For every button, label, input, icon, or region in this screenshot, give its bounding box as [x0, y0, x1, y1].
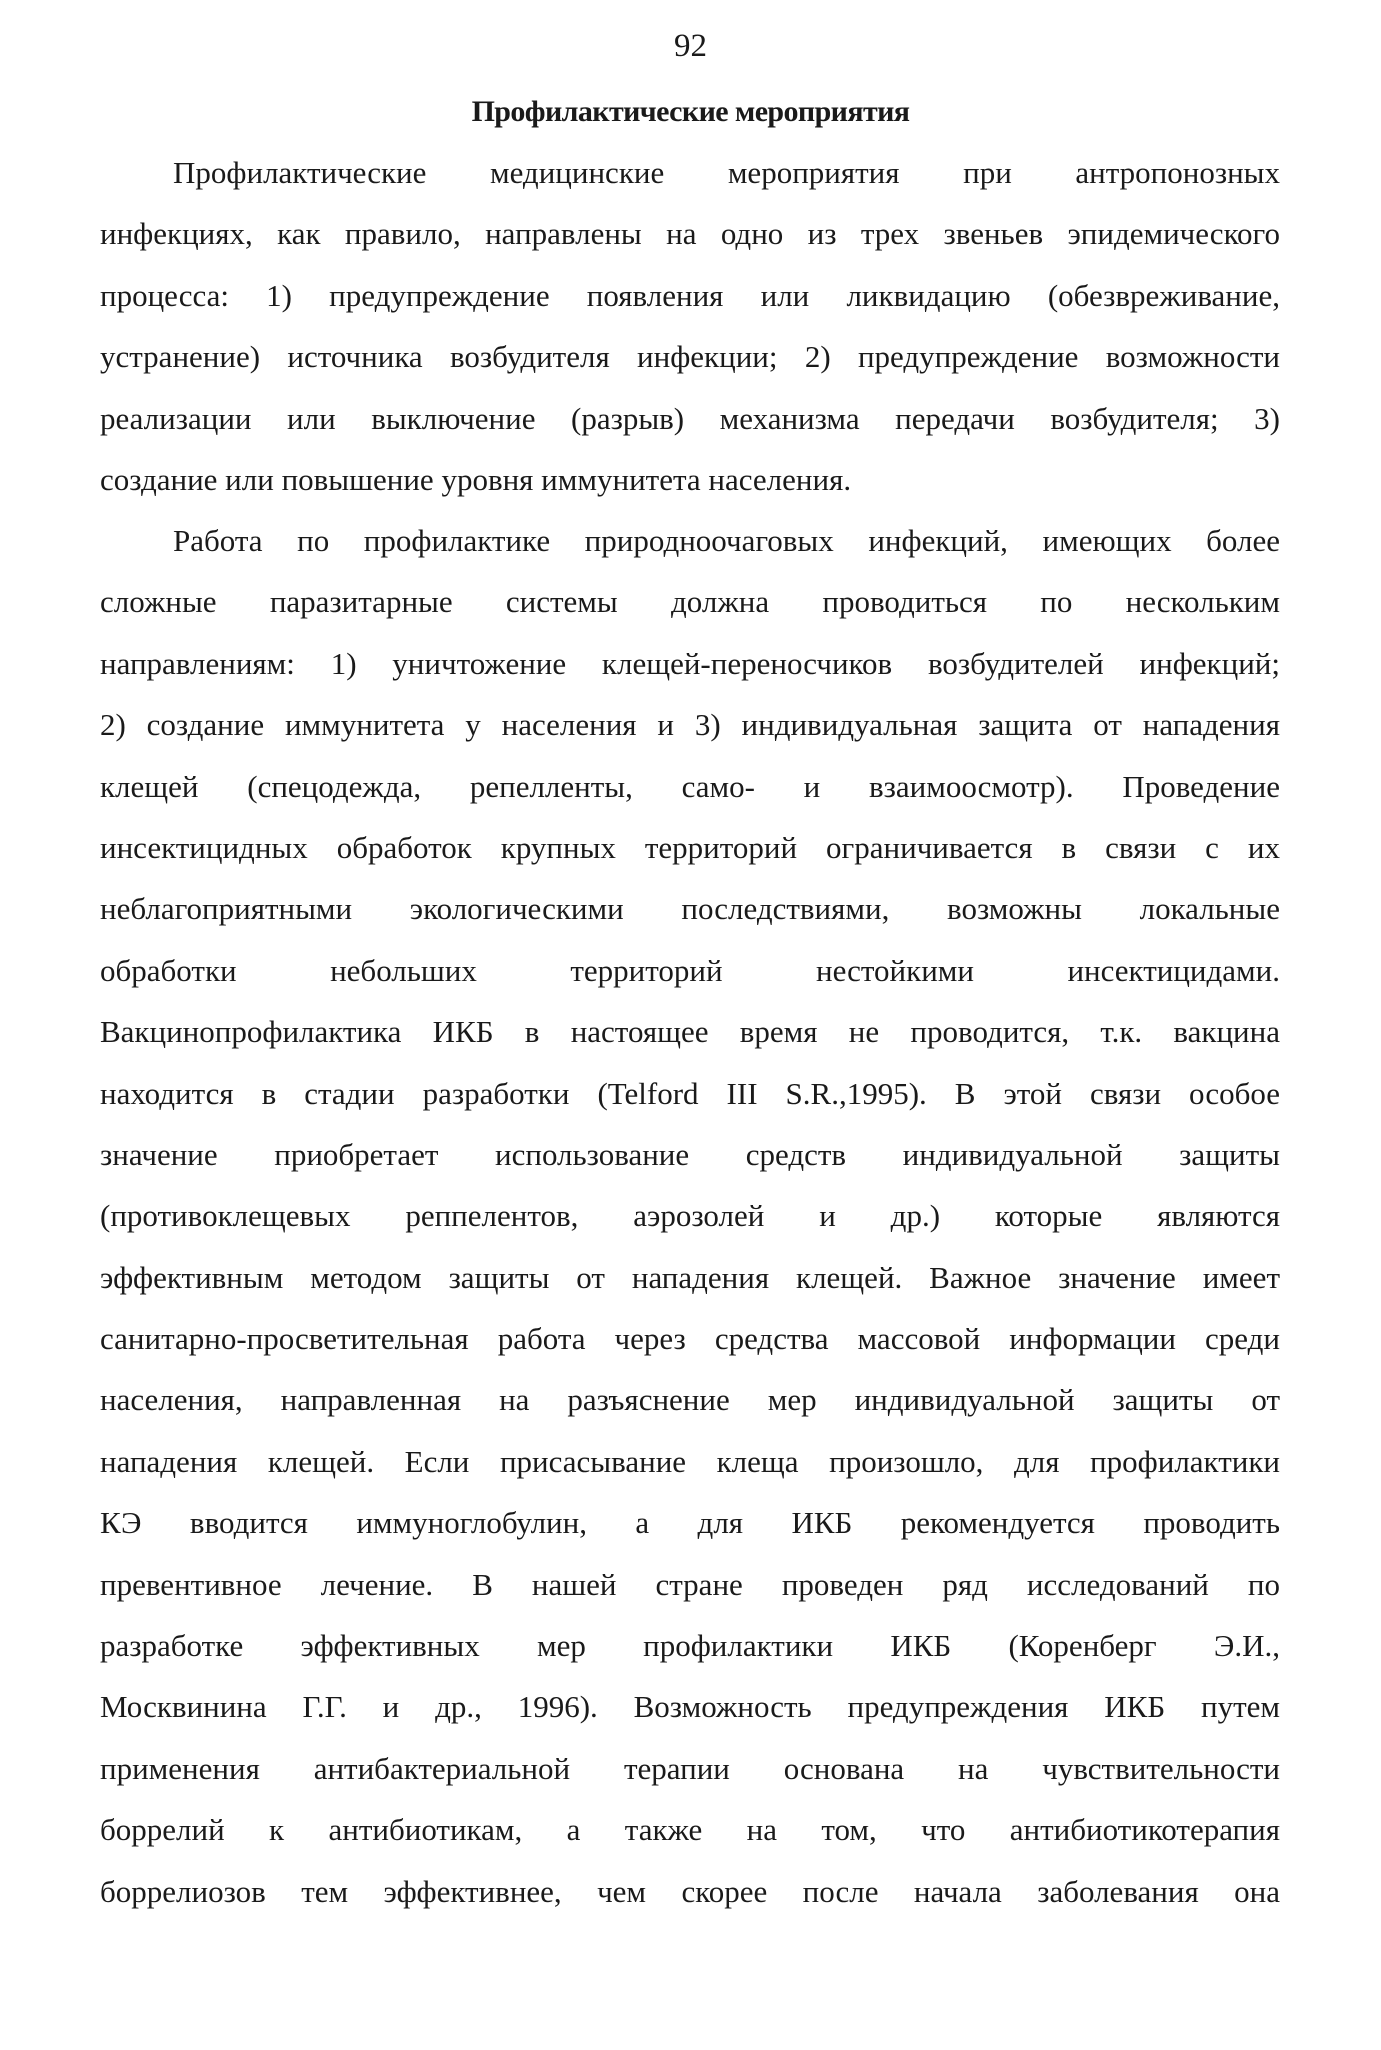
- paragraph-line: КЭ вводится иммуноглобулин, а для ИКБ рекомендуется проводить: [100, 1505, 1280, 1541]
- paragraph-line: эффективным методом защиты от нападения клещей. Важное значение имеет: [100, 1259, 1280, 1295]
- paragraph-line: обработки небольших территорий нестойкими инсектицидами.: [100, 952, 1280, 988]
- paragraph-line: процесса: 1) предупреждение появления или ликвидацию (обезвреживание,: [100, 277, 1280, 313]
- paragraph-line: значение приобретает использование средств индивидуальной защиты: [100, 1136, 1280, 1172]
- paragraph-line: инфекциях, как правило, направлены на одно из трех звеньев эпидемического: [100, 216, 1280, 252]
- paragraph-line: Вакцинопрофилактика ИКБ в настоящее время не проводится, т.к. вакцина: [100, 1014, 1280, 1050]
- paragraph-line: (противоклещевых реппелентов, аэрозолей и др.) которые являются: [100, 1198, 1280, 1234]
- paragraph-line: применения антибактериальной терапии основана на чувствительности: [100, 1750, 1280, 1786]
- paragraph-line: инсектицидных обработок крупных территорий ограничивается в связи с их: [100, 829, 1280, 865]
- paragraph-line: Профилактические медицинские мероприятия при антропонозных: [173, 155, 1280, 190]
- paragraph-line: находится в стадии разработки (Telford III S.R.,1995). В этой связи особое: [100, 1075, 1280, 1111]
- paragraph-line: создание или повышение уровня иммунитета населения.: [100, 461, 852, 497]
- paragraph-line: санитарно-просветительная работа через средства массовой информации среди: [100, 1321, 1280, 1357]
- paragraph-line: разработке эффективных мер профилактики ИКБ (Коренберг Э.И.,: [100, 1628, 1280, 1664]
- paragraph-line: Работа по профилактике природноочаговых инфекций, имеющих более: [173, 523, 1280, 558]
- paragraph-line: превентивное лечение. В нашей стране проведен ряд исследований по: [100, 1566, 1280, 1602]
- paragraph-line: нападения клещей. Если присасывание клеща произошло, для профилактики: [100, 1443, 1280, 1479]
- paragraph-line: клещей (спецодежда, репелленты, само- и взаимоосмотр). Проведение: [100, 768, 1280, 804]
- paragraph-line: устранение) источника возбудителя инфекции; 2) предупреждение возможности: [100, 339, 1280, 375]
- paragraph-line: неблагоприятными экологическими последствиями, возможны локальные: [100, 891, 1280, 927]
- paragraph-line: боррелий к антибиотикам, а также на том, что антибиотикотерапия: [100, 1812, 1280, 1848]
- paragraph-line: сложные паразитарные системы должна проводиться по нескольким: [100, 584, 1280, 620]
- paragraph-antroponoz: [100, 142, 1280, 510]
- paragraph-line: боррелиозов тем эффективнее, чем скорее после начала заболевания она: [100, 1873, 1280, 1909]
- section-heading: Профилактические мероприятия: [471, 95, 910, 128]
- paragraph-line: направлениям: 1) уничтожение клещей-переносчиков возбудителей инфекций;: [100, 645, 1280, 681]
- paragraph-line: Москвинина Г.Г. и др., 1996). Возможность предупреждения ИКБ путем: [100, 1689, 1280, 1725]
- paragraph-line: реализации или выключение (разрыв) механизма передачи возбудителя; 3): [100, 400, 1280, 436]
- paragraph-line: 2) создание иммунитета у населения и 3) индивидуальная защита от нападения: [100, 707, 1280, 743]
- page-number: 92: [674, 28, 707, 64]
- paragraph-prirodnoochag: [100, 510, 1280, 1922]
- paragraph-line: населения, направленная на разъяснение мер индивидуальной защиты от: [100, 1382, 1280, 1418]
